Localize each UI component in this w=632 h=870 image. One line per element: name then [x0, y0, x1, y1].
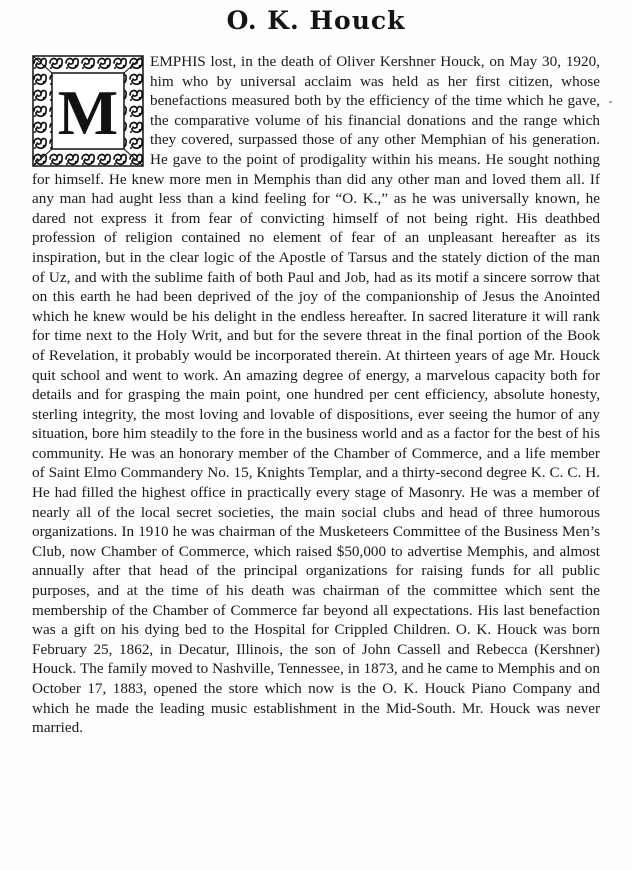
page-title: O. K. Houck: [226, 6, 406, 35]
article-text: EMPHIS lost, in the death of Oliver Kershner Houck, on May 30, 1920, him who by universal acclaim was held as her first citizen, whose benefactions measured both by the efficiency of the time which he gave, the comparative volume of his financial donations and the range which they covered, surpassed those of any other Memphian of his generation. He gave to the point of prodigality within his means. He sought nothing for himself. He knew more men in Memphis than did any other man and loved them all. If any man had aught less than a kind feeling for “O. K.,” as he was universally known, he dared not express it from fear of convicting himself of not being right. His deathbed profession of religion contained no element of fear of an unpleasant hereafter as its inspiration, but in the clear logic of the Apostle of Tarsus and the stately diction of the man of Uz, and with the sublime faith of both Paul and Job, had as its motif a sincere sorrow that on this earth he had been deprived of the joy of the companionship of Jesus the Anointed which he knew would be his delight in the endless hereafter. In sacred literature it will rank for time next to the Holy Writ, and but for the severe threat in the final portion of the Book of Revelation, it probably would be incorporated therein. At thirteen years of age Mr. Houck quit school and went to work. An amazing degree of energy, a marvelous capacity both for details and for grasping the main point, one hundred per cent efficiency, absolute honesty, sterling integrity, the most loving and lovable of dispositions, ever seeing the humor of any situation, bore him steadily to the fore in the business world and as a factor for the best of his community. He was an honorary member of the Chamber of Commerce, and a life member of Saint Elmo Commandery No. 15, Knights Templar, and a thirty-second degree K. C. C. H. He had filled the highest office in practically every stage of Masonry. He was a member of nearly all of the local secret societies, the main social clubs and head of three humorous organizations. In 1910 he was chairman of the Musketeers Committee of the Business Men’s Club, now Chamber of Commerce, which raised $50,000 to advertise Memphis, and almost annually after that head of the principal organizations for raising funds for all public purposes, and at the time of his death was chairman of the committee which sent the membership of the Chamber of Commerce far beyond all expectations. His last benefaction was a gift on his dying bed to the Hospital for Crippled Children. O. K. Houck was born February 25, 1862, in Decatur, Illinois, the son of John Cassell and Rebecca (Kershner) Houck. The family moved to Nashville, Tennessee, in 1873, and he came to Memphis and on October 17, 1883, opened the store which now is the O. K. Houck Piano Company and which he made the leading music establishment in the Mid-South. Mr. Houck was never married.: [32, 53, 600, 737]
article-body: [32, 52, 600, 738]
scan-speck: [609, 101, 612, 103]
drop-cap-letter: M: [57, 77, 119, 148]
drop-cap-spacer: [32, 52, 144, 165]
